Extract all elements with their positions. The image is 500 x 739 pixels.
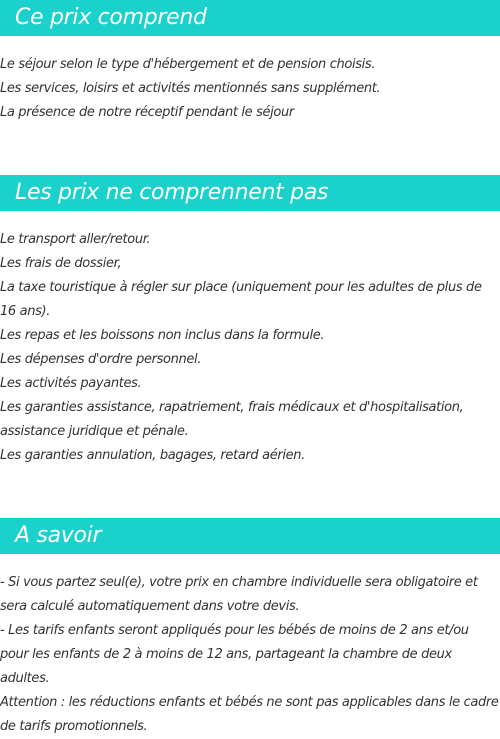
- list-item: - Les tarifs enfants seront appliqués pour les bébés de moins de 2 ans et/ou pour les enfants de 2 à moins de 12 ans, partageant la chambre de deux adultes.: [0, 623, 469, 686]
- list-item: Les repas et les boissons non inclus dans la formule.: [0, 328, 325, 343]
- good-to-know-list: [0, 571, 500, 739]
- section-title: Ce prix comprend: [15, 5, 207, 30]
- section-header-price-includes: [0, 0, 500, 36]
- list-item: Attention : les réductions enfants et bébés ne sont pas applicables dans le cadre de tarifs promotionnels.: [0, 695, 499, 734]
- list-item: Les garanties assistance, rapatriement, frais médicaux et d'hospitalisation, assistance juridique et pénale.: [0, 400, 464, 439]
- list-item: Les frais de dossier,: [0, 256, 122, 271]
- price-excludes-list: [0, 228, 500, 468]
- section-title: Les prix ne comprennent pas: [15, 180, 329, 205]
- section-title: A savoir: [15, 523, 102, 548]
- list-item: Les activités payantes.: [0, 376, 142, 391]
- list-item: Les services, loisirs et activités mentionnés sans supplément.: [0, 81, 381, 96]
- list-item: La taxe touristique à régler sur place (uniquement pour les adultes de plus de 16 ans).: [0, 280, 482, 319]
- section-header-price-excludes: [0, 175, 500, 211]
- list-item: La présence de notre réceptif pendant le séjour: [0, 105, 294, 120]
- list-item: Les garanties annulation, bagages, retard aérien.: [0, 448, 305, 463]
- list-item: - Si vous partez seul(e), votre prix en chambre individuelle sera obligatoire et sera calculé automatiquement dans votre devis.: [0, 575, 478, 614]
- list-item: Les dépenses d'ordre personnel.: [0, 352, 202, 367]
- list-item: Le séjour selon le type d'hébergement et de pension choisis.: [0, 57, 376, 72]
- list-item: Le transport aller/retour.: [0, 232, 151, 247]
- section-header-good-to-know: [0, 518, 500, 554]
- price-includes-list: [0, 53, 500, 125]
